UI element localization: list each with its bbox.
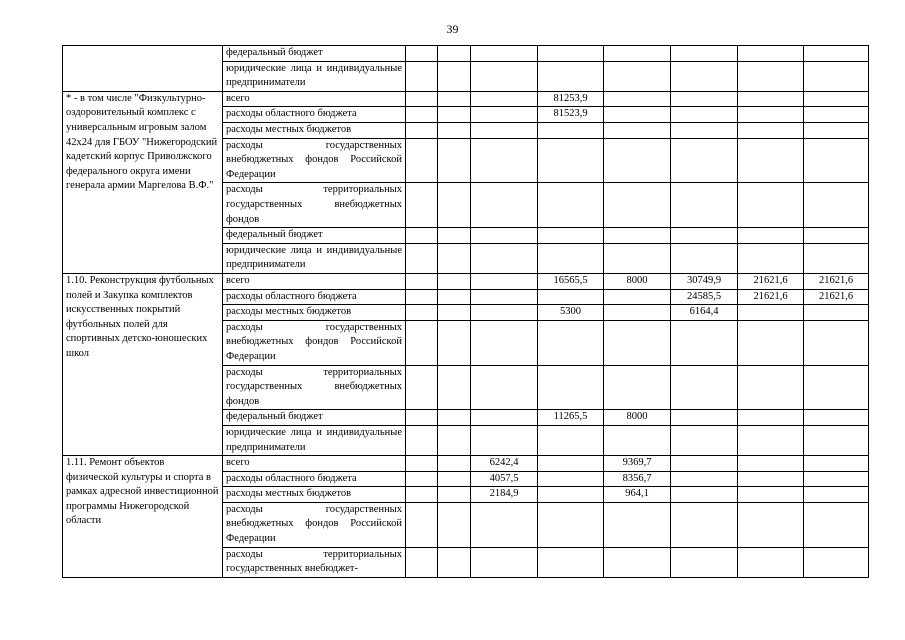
funding-source-cell: всего (223, 91, 406, 107)
amount-cell (804, 243, 869, 273)
amount-cell (738, 46, 804, 62)
amount-cell (471, 91, 538, 107)
amount-cell (804, 138, 869, 183)
amount-cell (738, 61, 804, 91)
amount-cell (471, 305, 538, 321)
table-row (63, 91, 869, 107)
amount-cell (671, 46, 738, 62)
activity-name-cell: * - в том числе "Физкультурно-оздоровительный комплекс с универсальным игровым залом 42х24 для ГБОУ "Нижегородский кадетский корпус Приволжского федерального округа имени генерала армии Маргелова В.Ф." (63, 91, 223, 273)
activity-name-cell (63, 46, 223, 92)
amount-cell (738, 305, 804, 321)
amount-cell (804, 61, 869, 91)
amount-cell (738, 320, 804, 365)
amount-cell (738, 243, 804, 273)
amount-cell (604, 243, 671, 273)
amount-cell (438, 122, 471, 138)
amount-cell (604, 46, 671, 62)
amount-cell: 21621,6 (738, 289, 804, 305)
funding-source-cell: расходы областного бюджета (223, 471, 406, 487)
amount-cell: 11265,5 (538, 410, 604, 426)
amount-cell (804, 471, 869, 487)
amount-cell (471, 107, 538, 123)
amount-cell (438, 365, 471, 410)
funding-source-cell: расходы территориальных государственных внебюджет- (223, 547, 406, 577)
amount-cell (738, 107, 804, 123)
amount-cell: 9369,7 (604, 456, 671, 472)
funding-source-cell: федеральный бюджет (223, 410, 406, 426)
amount-cell (438, 243, 471, 273)
amount-cell: 964,1 (604, 487, 671, 503)
amount-cell: 6164,4 (671, 305, 738, 321)
amount-cell: 8000 (604, 410, 671, 426)
amount-cell (604, 107, 671, 123)
funding-source-cell: расходы государственных внебюджетных фондов Российской Федерации (223, 138, 406, 183)
amount-cell (604, 365, 671, 410)
amount-cell (471, 138, 538, 183)
table-body (63, 46, 869, 578)
amount-cell (538, 243, 604, 273)
amount-cell (438, 320, 471, 365)
amount-cell (804, 456, 869, 472)
amount-cell (438, 502, 471, 547)
amount-cell (538, 487, 604, 503)
amount-cell (406, 228, 438, 244)
amount-cell (471, 228, 538, 244)
amount-cell (406, 289, 438, 305)
activity-name-cell: 1.11. Ремонт объектов физической культуры и спорта в рамках адресной инвестиционной программы Нижегородской области (63, 456, 223, 578)
amount-cell (671, 91, 738, 107)
amount-cell (471, 183, 538, 228)
amount-cell (406, 410, 438, 426)
amount-cell (738, 365, 804, 410)
funding-source-cell: расходы местных бюджетов (223, 487, 406, 503)
amount-cell (604, 138, 671, 183)
funding-source-cell: федеральный бюджет (223, 228, 406, 244)
amount-cell (406, 46, 438, 62)
amount-cell (406, 61, 438, 91)
amount-cell: 6242,4 (471, 456, 538, 472)
amount-cell (604, 183, 671, 228)
amount-cell (406, 305, 438, 321)
amount-cell (804, 425, 869, 455)
amount-cell (604, 425, 671, 455)
amount-cell (471, 46, 538, 62)
activity-name-cell: 1.10. Реконструкция футбольных полей и Закупка комплектов искусственных покрытий футбольных полей для спортивных детско-юношеских школ (63, 273, 223, 455)
amount-cell (671, 471, 738, 487)
funding-source-cell: расходы местных бюджетов (223, 122, 406, 138)
amount-cell (438, 289, 471, 305)
amount-cell (738, 91, 804, 107)
amount-cell (671, 61, 738, 91)
amount-cell (471, 320, 538, 365)
amount-cell (671, 425, 738, 455)
amount-cell (671, 320, 738, 365)
amount-cell (604, 122, 671, 138)
amount-cell (406, 502, 438, 547)
amount-cell (671, 487, 738, 503)
amount-cell (738, 228, 804, 244)
amount-cell (804, 91, 869, 107)
amount-cell (438, 138, 471, 183)
amount-cell (538, 122, 604, 138)
funding-source-cell: расходы местных бюджетов (223, 305, 406, 321)
table-row (63, 273, 869, 289)
amount-cell (471, 365, 538, 410)
amount-cell (471, 547, 538, 577)
amount-cell: 8000 (604, 273, 671, 289)
amount-cell (804, 365, 869, 410)
amount-cell (406, 320, 438, 365)
funding-source-cell: всего (223, 273, 406, 289)
funding-source-cell: расходы областного бюджета (223, 289, 406, 305)
amount-cell (438, 91, 471, 107)
amount-cell: 21621,6 (738, 273, 804, 289)
amount-cell (671, 107, 738, 123)
table-row (63, 46, 869, 62)
amount-cell (804, 228, 869, 244)
amount-cell: 21621,6 (804, 289, 869, 305)
amount-cell (738, 471, 804, 487)
funding-source-cell: юридические лица и индивидуальные предприниматели (223, 243, 406, 273)
table-row (63, 456, 869, 472)
funding-source-cell: расходы территориальных государственных внебюджетных фондов (223, 365, 406, 410)
amount-cell (538, 365, 604, 410)
amount-cell: 5300 (538, 305, 604, 321)
amount-cell (738, 456, 804, 472)
funding-source-cell: расходы государственных внебюджетных фондов Российской Федерации (223, 320, 406, 365)
amount-cell (438, 46, 471, 62)
amount-cell (604, 289, 671, 305)
amount-cell (671, 456, 738, 472)
amount-cell (804, 487, 869, 503)
amount-cell (538, 320, 604, 365)
amount-cell (804, 502, 869, 547)
amount-cell (471, 289, 538, 305)
amount-cell (738, 410, 804, 426)
funding-source-cell: расходы государственных внебюджетных фондов Российской Федерации (223, 502, 406, 547)
amount-cell (406, 183, 438, 228)
amount-cell (671, 122, 738, 138)
amount-cell (406, 122, 438, 138)
amount-cell (804, 547, 869, 577)
amount-cell (406, 91, 438, 107)
amount-cell (671, 138, 738, 183)
amount-cell (804, 183, 869, 228)
budget-table (62, 45, 869, 578)
amount-cell (438, 228, 471, 244)
amount-cell (406, 273, 438, 289)
amount-cell: 81253,9 (538, 91, 604, 107)
amount-cell (438, 487, 471, 503)
amount-cell (604, 61, 671, 91)
amount-cell (738, 502, 804, 547)
amount-cell (538, 547, 604, 577)
amount-cell (538, 289, 604, 305)
amount-cell (604, 547, 671, 577)
amount-cell (538, 138, 604, 183)
amount-cell (538, 456, 604, 472)
funding-source-cell: юридические лица и индивидуальные предприниматели (223, 425, 406, 455)
amount-cell: 2184,9 (471, 487, 538, 503)
amount-cell (671, 228, 738, 244)
amount-cell (438, 425, 471, 455)
amount-cell (804, 320, 869, 365)
amount-cell (804, 410, 869, 426)
amount-cell (538, 183, 604, 228)
amount-cell (406, 487, 438, 503)
amount-cell (438, 305, 471, 321)
funding-source-cell: всего (223, 456, 406, 472)
amount-cell (738, 183, 804, 228)
amount-cell (671, 502, 738, 547)
amount-cell (438, 273, 471, 289)
amount-cell (471, 502, 538, 547)
amount-cell (804, 122, 869, 138)
amount-cell (406, 547, 438, 577)
amount-cell (671, 365, 738, 410)
amount-cell (538, 425, 604, 455)
amount-cell: 30749,9 (671, 273, 738, 289)
amount-cell (406, 138, 438, 183)
amount-cell (604, 305, 671, 321)
amount-cell (538, 502, 604, 547)
funding-source-cell: расходы территориальных государственных внебюджетных фондов (223, 183, 406, 228)
amount-cell (438, 410, 471, 426)
amount-cell (438, 183, 471, 228)
amount-cell: 8356,7 (604, 471, 671, 487)
amount-cell: 24585,5 (671, 289, 738, 305)
amount-cell (406, 365, 438, 410)
amount-cell (406, 456, 438, 472)
amount-cell (471, 243, 538, 273)
amount-cell (804, 305, 869, 321)
amount-cell: 16565,5 (538, 273, 604, 289)
amount-cell (604, 502, 671, 547)
amount-cell (604, 91, 671, 107)
amount-cell (671, 547, 738, 577)
amount-cell (738, 122, 804, 138)
amount-cell (738, 425, 804, 455)
amount-cell (804, 107, 869, 123)
amount-cell: 21621,6 (804, 273, 869, 289)
amount-cell (804, 46, 869, 62)
amount-cell (471, 122, 538, 138)
funding-source-cell: федеральный бюджет (223, 46, 406, 62)
amount-cell (438, 456, 471, 472)
amount-cell (604, 320, 671, 365)
amount-cell: 4057,5 (471, 471, 538, 487)
amount-cell (538, 46, 604, 62)
amount-cell (406, 243, 438, 273)
amount-cell (438, 471, 471, 487)
amount-cell (471, 410, 538, 426)
amount-cell (471, 425, 538, 455)
amount-cell (538, 61, 604, 91)
amount-cell (604, 228, 671, 244)
funding-source-cell: расходы областного бюджета (223, 107, 406, 123)
amount-cell (538, 471, 604, 487)
amount-cell (471, 273, 538, 289)
amount-cell (438, 61, 471, 91)
amount-cell (671, 243, 738, 273)
amount-cell (738, 547, 804, 577)
page-number: 39 (446, 22, 459, 36)
amount-cell (538, 228, 604, 244)
amount-cell (406, 425, 438, 455)
amount-cell (406, 471, 438, 487)
amount-cell: 81523,9 (538, 107, 604, 123)
amount-cell (471, 61, 538, 91)
amount-cell (738, 138, 804, 183)
amount-cell (438, 547, 471, 577)
amount-cell (406, 107, 438, 123)
amount-cell (738, 487, 804, 503)
amount-cell (671, 183, 738, 228)
amount-cell (671, 410, 738, 426)
funding-source-cell: юридические лица и индивидуальные предприниматели (223, 61, 406, 91)
amount-cell (438, 107, 471, 123)
